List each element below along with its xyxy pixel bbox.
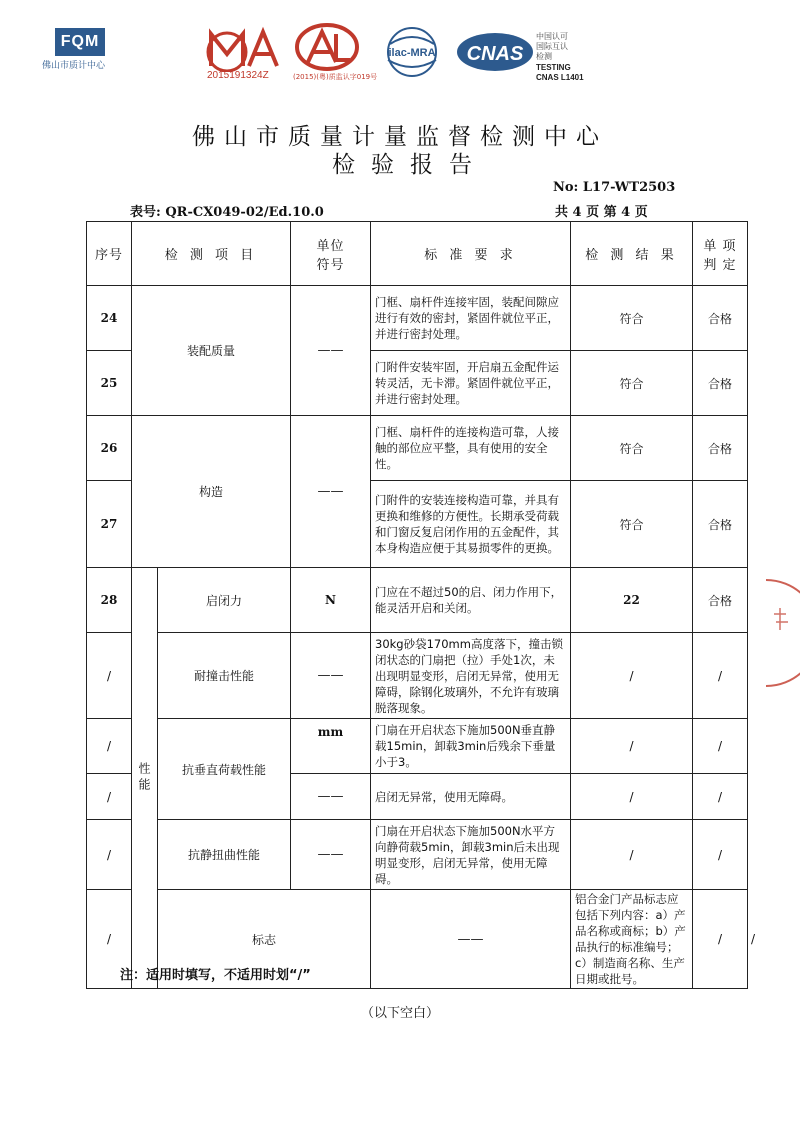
header-unit-l2: 符号 [316,257,345,273]
cnas-chinese: 中国认可 国际互认 检测 [536,32,568,61]
header-unit-l1: 单位 [316,238,345,254]
cnas-testing: TESTING [536,63,571,72]
row-judgement: / [693,633,748,719]
row-seq: 26 [87,416,132,481]
footnote: 注：适用时填写，不适用时划“/” [120,968,311,983]
row-seq: / [87,774,132,820]
row-requirement: 门附件的安装连接构造可靠，并具有更换和维修的方便性。长期承受荷载和门窗反复启闭作用的五金配件，其本身构造应便于其易损零件的更换。 [371,481,571,568]
row-result: 符合 [571,351,693,416]
row-unit: N [291,568,371,633]
row-judgement: 合格 [693,286,748,351]
row-unit: —— [291,416,371,568]
ilac-text: ilac-MRA [388,47,436,59]
row-result: / [571,633,693,719]
cnas-text: CNAS [466,43,524,65]
table-row [87,719,748,774]
row-result: 符合 [571,286,693,351]
group-performance: 性能 [132,568,158,989]
cal-logo [292,22,362,72]
header-result: 检 测 结 果 [571,222,693,286]
row-seq: / [87,820,132,890]
cnas-logo [455,30,535,74]
seal-stamp [756,578,800,688]
row-unit: —— [291,820,371,890]
cma-logo [205,26,285,72]
header-item: 检 测 项 目 [132,222,291,286]
row-subitem: 抗垂直荷载性能 [158,719,291,820]
row-requirement: 铝合金门产品标志应包括下列内容：a）产品名称或商标；b）产品执行的标准编号；c）制造商名称、生产日期或批号。 [571,890,693,989]
table-row [87,568,748,633]
table-row [87,633,748,719]
header-standard: 标 准 要 求 [371,222,571,286]
row-unit: —— [291,286,371,416]
row-judgement: 合格 [693,568,748,633]
row-result: 22 [571,568,693,633]
header-judge-l1: 单 项 [703,238,737,254]
row-result: / [571,820,693,890]
report-number: No: L17-WT2503 [553,180,676,195]
form-number: 表号: QR-CX049-02/Ed.10.0 [130,205,324,220]
page-info: 共 4 页 第 4 页 [555,205,648,220]
row-result: / [571,719,693,774]
row-judgement: / [693,820,748,890]
table-row [87,286,748,351]
row-subitem: 耐撞击性能 [158,633,291,719]
row-subitem: 标志 [158,890,371,989]
group-assembly: 装配质量 [132,286,291,416]
row-seq: 25 [87,351,132,416]
row-result: 符合 [571,416,693,481]
row-judgement: 合格 [693,351,748,416]
row-seq: / [87,719,132,774]
inspection-table [86,221,756,989]
row-unit: —— [371,890,571,989]
row-judgement: 合格 [693,416,748,481]
cnas-id: CNAS L1401 [536,73,584,82]
org-title: 佛山市质量计量监督检测中心 [192,124,608,150]
row-requirement: 门框、扇杆件的连接构造可靠，人接触的部位应平整，具有使用的安全性。 [371,416,571,481]
header-seq: 序号 [87,222,132,286]
row-seq: / [87,633,132,719]
row-requirement: 门扇在开启状态下施加500N水平方向静荷载5min，卸载3min后未出现明显变形，启闭无异常，使用无障碍。 [371,820,571,890]
table-row: / 标志 —— 铝合金门产品标志应包括下列内容：a）产品名称或商标；b）产品执行的标准编号；c）制造商名称、生产日期或批号。 / / [87,890,748,989]
row-requirement: 门应在不超过50的启、闭力作用下，能灵活开启和关闭。 [371,568,571,633]
row-seq: 27 [87,481,132,568]
row-requirement: 门扇在开启状态下施加500N垂直静载15min，卸载3min后残余下垂量小于3。 [371,719,571,774]
row-seq: 28 [87,568,132,633]
row-seq: 24 [87,286,132,351]
group-structure: 构造 [132,416,291,568]
table-row [87,820,748,890]
row-result: / [571,774,693,820]
row-unit: —— [291,774,371,820]
row-requirement: 30kg砂袋170mm高度落下，撞击锁闭状态的门扇把（拉）手处1次，未出现明显变形，启闭无异常，使用无障碍，除钢化玻璃外，不允许有玻璃脱落现象。 [371,633,571,719]
row-judgement: / [693,719,748,774]
row-unit: mm [291,719,371,774]
fqm-logo: FQM [55,28,105,56]
row-result: / [693,890,748,989]
row-result: 符合 [571,481,693,568]
header-judge [693,222,748,286]
ilac-mra-logo [372,26,452,78]
row-requirement: 门附件安装牢固，开启扇五金配件运转灵活，无卡滞。紧固件就位平正，并进行密封处理。 [371,351,571,416]
row-judgement: 合格 [693,481,748,568]
header-row [87,222,748,286]
row-unit: —— [291,633,371,719]
table-row [87,416,748,481]
report-title: 检验报告 [332,152,488,178]
row-requirement: 启闭无异常，使用无障碍。 [371,774,571,820]
row-judgement: / [693,774,748,820]
row-requirement: 门框、扇杆件连接牢固，装配间隙应进行有效的密封，紧固件就位平正，并进行密封处理。 [371,286,571,351]
cma-code: 2015191324Z [207,70,269,81]
row-seq: / [87,890,132,989]
header-judge-l2: 判 定 [703,257,737,273]
fqm-subtitle: 佛山市质计中心 [42,61,106,71]
blank-marker: （以下空白） [360,1006,439,1021]
cal-code: (2015)(粤)质监认字019号 [293,73,378,81]
row-subitem: 启闭力 [158,568,291,633]
row-subitem: 抗静扭曲性能 [158,820,291,890]
header-unit [291,222,371,286]
